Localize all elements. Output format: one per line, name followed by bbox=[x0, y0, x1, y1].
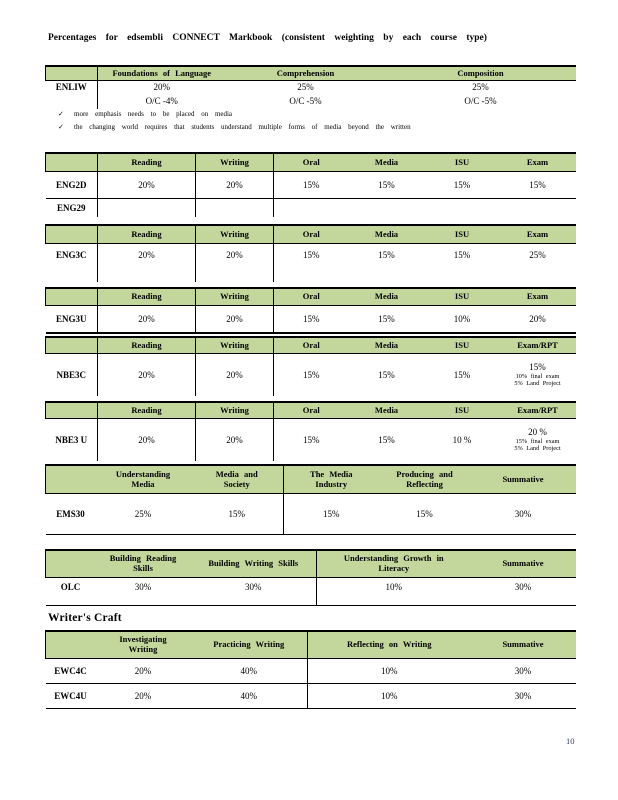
percent-cell: 30% bbox=[514, 582, 532, 592]
column-header: Media bbox=[349, 288, 425, 306]
column-header: Building Reading Skills bbox=[96, 550, 191, 578]
percent-cell bbox=[349, 199, 425, 218]
percent-cell: 25% bbox=[472, 82, 489, 93]
percent-cell: 20% bbox=[98, 172, 196, 199]
enliw-header-row bbox=[46, 66, 576, 81]
column-header: Oral bbox=[274, 288, 349, 306]
column-header: Summative bbox=[471, 631, 576, 659]
ems30-header-row bbox=[46, 465, 576, 494]
checkmark-icon: ✓ bbox=[58, 123, 64, 131]
exam-rpt-cell bbox=[500, 354, 576, 397]
column-header bbox=[46, 288, 98, 306]
percent-cell: 10% bbox=[381, 690, 398, 701]
note-item bbox=[58, 123, 411, 131]
exam-breakdown: 15% final exam bbox=[515, 437, 560, 445]
column-header: ISU bbox=[425, 402, 500, 419]
column-header bbox=[46, 225, 98, 244]
table-row bbox=[46, 494, 576, 535]
percent-cell bbox=[274, 199, 349, 218]
column-header: Exam bbox=[500, 153, 576, 172]
percent-cell: 40% bbox=[191, 684, 308, 709]
column-header: Writing bbox=[196, 402, 274, 419]
percent-cell: 15% bbox=[500, 172, 576, 199]
column-header: Writing bbox=[196, 337, 274, 354]
writers-craft-heading: Writer's Craft bbox=[48, 612, 122, 624]
column-header: ISU bbox=[425, 337, 500, 354]
percent-cell: 40% bbox=[191, 659, 308, 684]
percent-cell: 15% bbox=[425, 172, 500, 199]
table-row bbox=[46, 659, 576, 684]
percent-cell: 15% bbox=[303, 434, 320, 445]
ewc-header-row bbox=[46, 631, 576, 659]
notes-list bbox=[58, 110, 411, 136]
exam-main-value: 15% bbox=[529, 362, 546, 373]
percent-cell: 30% bbox=[191, 578, 317, 606]
column-header: Media bbox=[349, 337, 425, 354]
percent-cell: 20% bbox=[98, 306, 196, 334]
column-header: Exam bbox=[500, 288, 576, 306]
course-label: EMS30 bbox=[56, 508, 85, 519]
note-text: more emphasis needs to be placed on media bbox=[74, 110, 233, 118]
column-header: Understanding Media bbox=[96, 465, 191, 494]
ewc-table bbox=[45, 630, 576, 709]
table-row bbox=[46, 94, 576, 109]
percent-cell: 15% bbox=[349, 172, 425, 199]
percent-cell: 30% bbox=[134, 582, 152, 592]
percent-cell: 20% bbox=[196, 244, 274, 283]
column-header: Foundations of Language bbox=[98, 66, 226, 81]
eng3u-table bbox=[45, 287, 576, 334]
percent-cell: 15% bbox=[378, 250, 395, 260]
column-header: Exam/RPT bbox=[500, 402, 576, 419]
table-row bbox=[46, 306, 576, 334]
table-row bbox=[46, 354, 576, 397]
percent-cell: 20% bbox=[153, 82, 170, 93]
percent-cell: O/C -4% bbox=[145, 96, 178, 107]
course-label: ENG3U bbox=[46, 306, 98, 334]
note-item bbox=[58, 110, 411, 118]
column-header: Building Writing Skills bbox=[191, 550, 317, 578]
course-label bbox=[46, 94, 98, 109]
column-header: The Media Industry bbox=[284, 465, 379, 494]
percent-cell: 30% bbox=[514, 690, 532, 701]
percent-cell: 15% bbox=[453, 250, 471, 260]
nbe3c-table bbox=[45, 336, 576, 396]
column-header: Writing bbox=[196, 288, 274, 306]
percent-cell: 10% bbox=[385, 582, 402, 592]
column-header bbox=[46, 465, 96, 494]
percent-cell: 25% bbox=[529, 250, 546, 260]
table-row bbox=[46, 684, 576, 709]
course-label: ENG2D bbox=[46, 172, 98, 199]
column-header: Reading bbox=[98, 337, 196, 354]
course-label: OLC bbox=[60, 582, 81, 592]
percent-cell: 20% bbox=[196, 354, 274, 397]
exam-main-value: 20 % bbox=[528, 427, 547, 438]
percent-cell: 25% bbox=[297, 82, 314, 93]
percent-cell: 20% bbox=[98, 244, 196, 283]
percent-cell: O/C -5% bbox=[464, 96, 497, 107]
percent-cell: 20% bbox=[96, 659, 191, 684]
nbe3u-table bbox=[45, 401, 576, 461]
checkmark-icon: ✓ bbox=[58, 110, 64, 118]
percent-cell: 15% bbox=[378, 313, 395, 324]
percent-cell: O/C -5% bbox=[289, 96, 322, 107]
percent-cell: 10% bbox=[453, 313, 471, 324]
course-label: NBE3 U bbox=[46, 419, 98, 462]
page-number: 10 bbox=[566, 736, 575, 746]
column-header: Writing bbox=[196, 225, 274, 244]
column-header: Media bbox=[349, 402, 425, 419]
eng3u-header-row bbox=[46, 288, 576, 306]
percent-cell: 20% bbox=[196, 419, 274, 462]
percent-cell: 15% bbox=[323, 508, 340, 519]
exam-breakdown: 5% Land Project bbox=[514, 445, 561, 453]
enliw-table bbox=[45, 65, 576, 109]
percent-cell: 15% bbox=[191, 494, 284, 535]
percent-cell: 20% bbox=[196, 172, 274, 199]
percent-cell: 25% bbox=[134, 508, 152, 519]
course-label: EWC4C bbox=[46, 659, 96, 684]
percent-cell: 15% bbox=[303, 313, 320, 324]
eng3c-header-row bbox=[46, 225, 576, 244]
percent-cell bbox=[196, 199, 274, 218]
table-row bbox=[46, 199, 576, 218]
column-header: Media bbox=[349, 153, 425, 172]
table-row bbox=[46, 81, 576, 95]
course-label: ENG29 bbox=[46, 199, 98, 218]
column-header bbox=[46, 550, 96, 578]
percent-cell: 15% bbox=[378, 369, 395, 380]
column-header: Investigating Writing bbox=[96, 631, 191, 659]
percent-cell: 20% bbox=[134, 690, 152, 701]
column-header: Writing bbox=[196, 153, 274, 172]
percent-cell: 20% bbox=[98, 354, 196, 397]
eng3c-table bbox=[45, 224, 576, 282]
column-header: Media bbox=[349, 225, 425, 244]
column-header: ISU bbox=[425, 288, 500, 306]
eng2d-header-row bbox=[46, 153, 576, 172]
column-header: Reading bbox=[98, 153, 196, 172]
column-header: Exam/RPT bbox=[500, 337, 576, 354]
exam-breakdown: 5% Land Project bbox=[514, 380, 561, 388]
course-label: EWC4U bbox=[54, 690, 87, 701]
column-header: Summative bbox=[471, 465, 576, 494]
page-title: Percentages for edsembli CONNECT Markbook (consistent weighting by each course type) bbox=[48, 33, 487, 43]
column-header: Exam bbox=[500, 225, 576, 244]
percent-cell: 15% bbox=[453, 369, 471, 380]
column-header: ISU bbox=[425, 153, 500, 172]
eng2d-table bbox=[45, 152, 576, 217]
column-header: Oral bbox=[274, 225, 349, 244]
exam-breakdown: 10% final exam bbox=[515, 372, 560, 380]
percent-cell: 15% bbox=[416, 508, 433, 519]
course-label: ENG3C bbox=[46, 244, 98, 283]
percent-cell bbox=[500, 199, 576, 218]
column-header: Oral bbox=[274, 153, 349, 172]
course-label: ENLIW bbox=[46, 81, 98, 95]
nbe3u-header-row bbox=[46, 402, 576, 419]
nbe3c-header-row bbox=[46, 337, 576, 354]
column-header: Summative bbox=[471, 550, 576, 578]
column-header: Composition bbox=[386, 66, 576, 81]
olc-header-row bbox=[46, 550, 576, 578]
percent-cell bbox=[98, 199, 196, 218]
note-text: the changing world requires that students understand multiple forms of media beyond the written bbox=[74, 123, 411, 131]
percent-cell: 30% bbox=[514, 508, 532, 519]
column-header bbox=[46, 337, 98, 354]
column-header: Comprehension bbox=[226, 66, 386, 81]
column-header bbox=[46, 631, 96, 659]
column-header bbox=[46, 402, 98, 419]
table-row bbox=[46, 578, 576, 606]
percent-cell: 15% bbox=[274, 172, 349, 199]
column-header bbox=[46, 153, 98, 172]
column-header: Media and Society bbox=[191, 465, 284, 494]
percent-cell bbox=[425, 199, 500, 218]
column-header: Reading bbox=[98, 402, 196, 419]
column-header: Producing and Reflecting bbox=[379, 465, 471, 494]
percent-cell: 20% bbox=[529, 313, 546, 324]
olc-table bbox=[45, 549, 576, 606]
column-header: Understanding Growth in Literacy bbox=[317, 550, 471, 578]
column-header: Practicing Writing bbox=[191, 631, 308, 659]
table-row bbox=[46, 419, 576, 462]
ems30-table bbox=[45, 464, 576, 535]
exam-rpt-cell bbox=[500, 419, 576, 462]
percent-cell: 10% bbox=[308, 659, 471, 684]
column-header: ISU bbox=[425, 225, 500, 244]
percent-cell: 15% bbox=[378, 434, 395, 445]
table-row bbox=[46, 172, 576, 199]
column-header: Reading bbox=[98, 225, 196, 244]
percent-cell: 15% bbox=[303, 369, 320, 380]
column-header: Oral bbox=[274, 402, 349, 419]
column-header: Reading bbox=[98, 288, 196, 306]
column-header: Oral bbox=[274, 337, 349, 354]
percent-cell: 20% bbox=[196, 306, 274, 334]
table-row bbox=[46, 244, 576, 283]
column-header: Reflecting on Writing bbox=[308, 631, 471, 659]
percent-cell: 20% bbox=[98, 419, 196, 462]
percent-cell: 30% bbox=[471, 659, 576, 684]
percent-cell: 15% bbox=[303, 250, 320, 260]
column-header bbox=[46, 66, 98, 81]
course-label: NBE3C bbox=[46, 354, 98, 397]
percent-cell: 10 % bbox=[452, 434, 472, 445]
